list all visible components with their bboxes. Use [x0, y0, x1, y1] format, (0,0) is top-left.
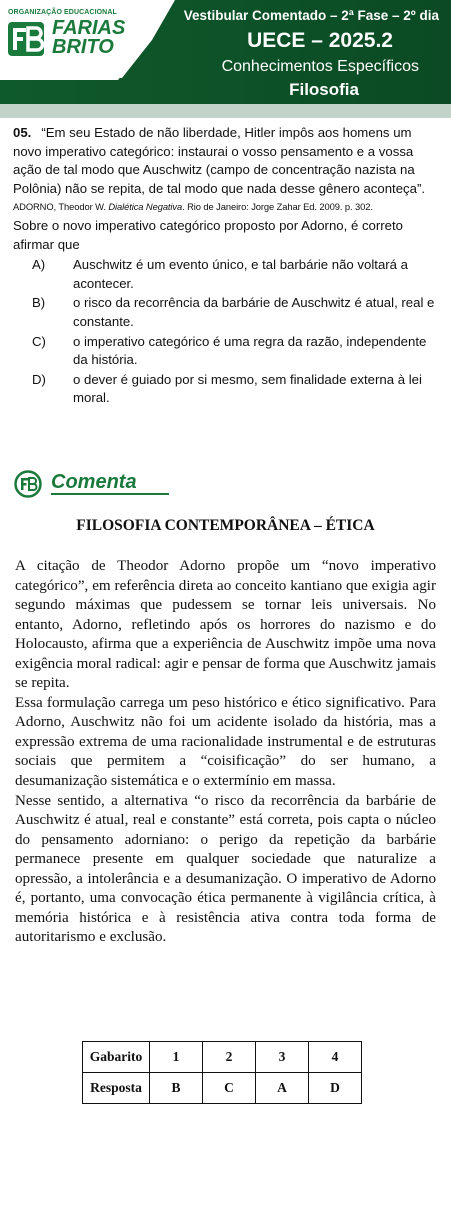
alternative-c	[13, 333, 443, 370]
exam-subject: Filosofia	[289, 80, 359, 99]
table-row	[83, 1042, 362, 1073]
commentary-paragraph: Essa formulação carrega um peso histórico e ético significativo. Para Adorno, Auschwitz não foi um acidente isolado da história, mas a expressão extrema de uma racionalidade instrumental e de estruturas sociais que permitem a “coisificação” do ser humano, a desumanização sistemática e o extermínio em massa.	[15, 694, 436, 790]
page-header	[0, 0, 451, 118]
alternative-letter: C)	[32, 333, 46, 349]
table-row	[83, 1073, 362, 1104]
answer-cell: C	[203, 1073, 256, 1104]
alternative-d	[13, 371, 443, 408]
alternative-text: o risco da recorrência da barbárie de Auschwitz é atual, real e constante.	[73, 295, 435, 329]
answer-table	[82, 1041, 362, 1104]
alternative-b	[13, 294, 443, 331]
alternative-text: o imperativo categórico é uma regra da razão, independente da história.	[73, 333, 427, 368]
alternative-letter: D)	[32, 371, 46, 387]
question-quote: “Em seu Estado de não liberdade, Hitler impôs aos homens um novo imperativo categórico: instaurai o vosso pensamento e a vossa ação de tal modo que Auschwitz (campo de concentração nazista na Polônia) não se repita, de tal modo que nada desse gênero aconteça”.	[13, 125, 426, 196]
alternatives-list	[13, 256, 443, 408]
source-author: ADORNO, Theodor W.	[13, 201, 109, 213]
answer-cell: A	[256, 1073, 309, 1104]
question-block	[13, 124, 443, 409]
comenta-logo-icon	[14, 470, 42, 498]
question-number-cell: 1	[150, 1042, 203, 1073]
question-number-cell: 2	[203, 1042, 256, 1073]
alternative-letter: B)	[32, 295, 46, 311]
exam-title: Vestibular Comentado – 2ª Fase – 2º dia	[183, 8, 439, 23]
comenta-underline	[51, 493, 169, 495]
exam-edition: UECE – 2025.2	[247, 29, 393, 52]
farias-brito-logo-icon	[8, 20, 46, 58]
source-title: Dialética Negativa	[108, 201, 183, 213]
org-label: ORGANIZAÇÃO EDUCACIONAL	[8, 9, 117, 16]
table-header-gabarito: Gabarito	[83, 1042, 150, 1073]
brand-name-line1: FARIAS	[52, 17, 126, 39]
alternative-text: Auschwitz é um evento único, e tal barbárie não voltará a acontecer.	[73, 257, 409, 291]
question-source	[13, 198, 443, 217]
brand-name-line2: BRITO	[52, 36, 114, 58]
comenta-label: Comenta	[51, 471, 137, 493]
question-quote-paragraph	[13, 124, 443, 198]
comenta-heading	[14, 468, 174, 498]
section-title: FILOSOFIA CONTEMPORÂNEA – ÉTICA	[76, 517, 375, 534]
question-number-cell: 3	[256, 1042, 309, 1073]
commentary-paragraph: Nesse sentido, a alternativa “o risco da recorrência da barbárie de Auschwitz é atual, real e constante” está correta, pois capta o núcleo do pensamento adorniano: o perigo da repetição da barbárie permanece presente em qualquer sociedade que naturalize a opressão, a intolerância e a desumanização. O imperativo de Adorno é, portanto, uma convocação ética permanente à vigilância crítica, à memória histórica e à resistência ativa contra toda forma de autoritarismo e exclusão.	[15, 792, 436, 946]
commentary-paragraph: A citação de Theodor Adorno propõe um “novo imperativo categórico”, em referência direta ao conceito kantiano que exigia agir segundo máximas que pudessem se tornar leis universais. No entanto, Adorno, refletindo após os horrores do nazismo e do Holocausto, afirma que a experiência de Auschwitz impõe uma nova exigência moral radical: agir e pensar de forma que Auschwitz jamais se repita.	[15, 558, 436, 692]
source-details: . Rio de Janeiro: Jorge Zahar Ed. 2009. p. 302.	[182, 201, 373, 213]
alternative-text: o dever é guiado por si mesmo, sem finalidade externa à lei moral.	[73, 371, 422, 406]
answer-cell: D	[309, 1073, 362, 1104]
alternative-a	[13, 256, 443, 293]
question-number-cell: 4	[309, 1042, 362, 1073]
alternative-letter: A)	[32, 257, 46, 273]
commentary-body	[15, 557, 436, 948]
question-stem: Sobre o novo imperativo categórico proposto por Adorno, é correto afirmar que	[13, 217, 403, 252]
question-number: 05.	[13, 125, 32, 140]
answer-cell: B	[150, 1073, 203, 1104]
exam-section: Conhecimentos Específicos	[221, 58, 419, 75]
table-header-resposta: Resposta	[83, 1073, 150, 1104]
